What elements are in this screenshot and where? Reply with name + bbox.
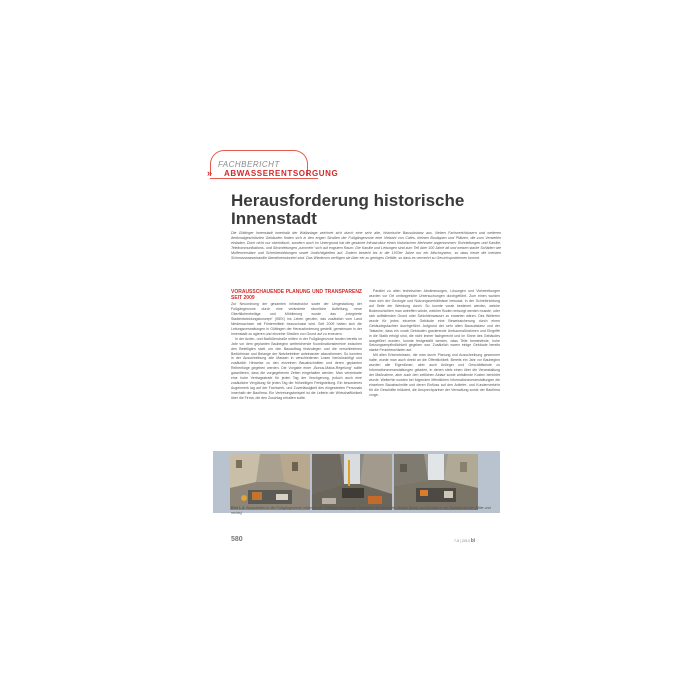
- article-title: Herausforderung historische Innenstadt: [231, 191, 465, 228]
- caption-text: Bauarbeiten in der Fußgängerzone mitten in der Göttinger Innenstadt. Baufeld in der Weender Straße (links) und Baufeld in der Barfüßerstraße (Mitte und rechts): [231, 506, 491, 515]
- footer-issue: [454, 538, 475, 544]
- article-lead: Die Göttinger Innenstadt innerhalb der Wallanlage zeichnet sich durch eine sehr alte, historische Bausubstanz aus. Neben Fachwerkhäusern und weiteren denkmalgeschützten Gebäuden finden sich in den engen Straßen der Fußgängerzone eine Vielzahl von Cafés, kleinen Boutiquen und Plätzen, die zum Verweilen einladen. Doch nicht nur oberirdisch, sondern auch im Untergrund hat die gesamte Infrastruktur einen historischen Mehrwert angenommen: Rohrleitungen und Kanäle, Telekommunikations- und Stromleitungen „tummeln“ sich auf engstem Raum. Die Kanäle und Leitungen sind zum Teil über 100 Jahre alt und weisen starke Schäden wie Muffenversätze und Scherbenbildungen sowie Undichtigkeiten auf. Zudem besteht bis in die 1970er Jahre nur ein Mischsystem, so dass heute die meisten Schmutzwasserkanäle überdimensioniert sind. Das Wiederum verfügen sie über ein zu geringes Gefälle, so dass es vermehrt zu Geruchsproblemen kommt.: [231, 231, 501, 261]
- photo-weender-strasse: [230, 454, 310, 510]
- page-number: 580: [231, 536, 243, 543]
- issue-label: 7-8 | 2013: [454, 539, 470, 543]
- left-column: [231, 289, 362, 401]
- section-subhead: VORAUSSCHAUENDE PLANUNG UND TRANSPARENZ SEIT 2009: [231, 289, 362, 301]
- photo-caption: [231, 506, 501, 516]
- right-paragraph-2: Mit allen Erkenntnissen, die man durch Planung und Ausschreibung gewonnen hatte, wurde man auch direkt an die Öffentlichkeit. Bereits ein Jahr vor Baubeginn wurden alle Eigentümer, aber auch Anlieger und Geschäftsleute zu Informationsveranstaltungen geladen, in denen stets einen über die Veranstaltung der Maßnahme, aber auch den zeitlichen Ablauf sowie anfallende Kosten berichtet wurde. Weiterhin wurden bei folgenden öffentlichen Informationsveranstaltungen die einzelnen Bauabschnitte und deren Einfluss auf den Anliefer- und Kundenverkehr für die Geschäfte erläutert, die Ansprechpartner der Verwaltung sowie der Baufirma vorge-: [369, 353, 500, 398]
- right-column: [369, 289, 500, 398]
- photo-barfuesserstrasse-rechts: [394, 454, 478, 510]
- rubric-arrow-icon: »: [207, 168, 213, 178]
- journal-mark: bi: [470, 538, 476, 544]
- right-paragraph-1: Parallel zu allen technischen Abstimmungen, Lösungen und Vorbereitungen wurden vor Ort umfangreiche Untersuchungen durchgeführt. Zum einen wurden man sich der Geologie und Nutzungsverhältnisse bewusst, in der Schreibrichtung auf Seite der Wendung durch. So konnte vorab bestimmt werden, welche Bodenschichten man antreffen würde, welcher Boden entsorgt werden musste, oder sich auffallenden Grund oder Schichtenwasser zu erwarten wären. Des Weiteren wurde für jedes einzelne Gebäude eine Beweissicherung durch einen Gebäudegutachter durchgeführt. Aufgrund der sehr alten Bausubstanz und der Tatsache, dass ein vorab Gebäuden gravierende Umbaumaßnahmen und Eingriffe in die Statik erfolgt sind, die nicht immer fachgerecht und im Sinne des Gebäudes ausgeführt wurden, konnte festgestellt werden, dass Teile beweisfeste, hohe Setzungsempfindlichkeit gegeben war. Zusätzlich waren einige Gebäude bereits starke Feuchteschäden auf.: [369, 289, 500, 353]
- photo-strip: [213, 451, 500, 513]
- photo-barfuesserstrasse-mitte: [312, 454, 392, 510]
- rubric-category: FACHBERICHT: [218, 160, 280, 169]
- rubric-topic: ABWASSERENTSORGUNG: [224, 169, 339, 178]
- left-paragraph-2: In der Arden- und Barfüßerstraße mitten in der Fußgängerzone fanden bereits im Jahr vor dem geplanten Baubeginn weitreichende Koordinationstermine zwischen den Beteiligten statt, um den Bauauftrag festzulegen und die verschiedenen Bedürfnisse und Belange der Netzbetreiber aufeinander abzustimmen. So konnten in der Ausschreibung alle Massen in verschiedenen Losen berücksichtigt und zusätzlich Hinweise zu den einzelnen Bauabschnitten und deren geplanten Reihenfolge gegeben werden. Die Vorgabe einer „Bonus-Malus-Regelung“ sollte garantieren, dass die vorgegebenen Zeiten eingehalten werden. Man vereinbarte eine hohe Vertragsstrafe für jeden Tag der Verzögerung, jedoch auch eine zusätzliche Vergütung für jeden Tag der frühzeitigen Fertigstellung. Ein besonderes Augenmerk lag auf der Fachwerk- und Zuverlässigkeit des eingesetzten Personals innerhalb der Baufirma. Ein Vertretungsbeispiel ist die Leiterin der Wirtschaftlichkeit über die Firma, die den Zuschlag erhalten sollte.: [231, 336, 362, 401]
- caption-label: Bild 1-3:: [231, 506, 246, 510]
- rubric-underline: [210, 178, 318, 179]
- left-paragraph-1: Zur Neuordnung der gesamten Infrastruktur sowie der Umgestaltung der Fußgängerzone durch eine veränderte räumliche Aufteilung, neue Oberflächenbeläge und Möblierung wurde das „Integrierte Stadtentwicklungskonzept“ (ISEK) ins Leben gerufen, das zusätzlich vom Land Niedersachsen mit Fördermitteln bezuschusst wird. Seit 2009 haben sich die Leitungsverwaltungen in Göttingen der Herausforderung gestellt, gemeinsam in der Innenstadt zu agieren und einzelne Straßen von Grund auf zu erneuern.: [231, 302, 362, 336]
